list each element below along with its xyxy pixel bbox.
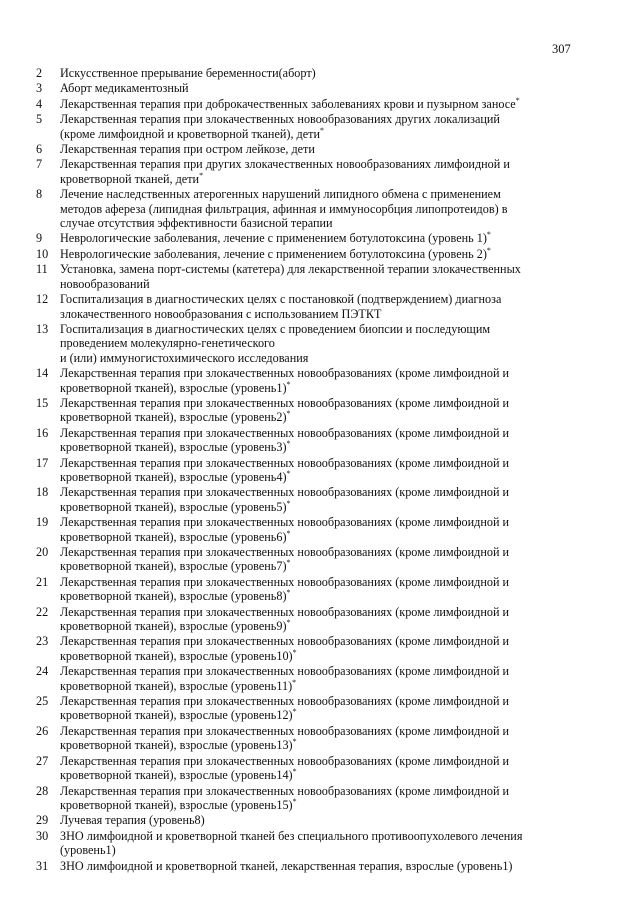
- asterisk-mark: *: [292, 767, 297, 777]
- asterisk-mark: *: [199, 170, 204, 180]
- list-item: [0, 142, 640, 156]
- item-text-line: Неврологические заболевания, лечение с применением ботулотоксина (уровень 1)*: [60, 230, 491, 246]
- item-text: [60, 634, 560, 663]
- item-text-line: Установка, замена порт-системы (катетера) для лекарственной терапии злокачественных: [60, 262, 521, 277]
- asterisk-mark: *: [286, 468, 291, 478]
- entry-list: [0, 66, 640, 874]
- item-text-line: кроветворной тканей), взрослые (уровень11)*: [60, 677, 297, 693]
- item-text: [60, 322, 560, 365]
- item-number: 22: [36, 604, 49, 619]
- item-text-line: Лекарственная терапия при злокачественных новообразованиях (кроме лимфоидной и: [60, 366, 510, 381]
- item-number: 11: [36, 262, 48, 277]
- item-number: 20: [36, 545, 49, 559]
- item-text-line: Лекарственная терапия при злокачественных новообразованиях (кроме лимфоидной и: [60, 545, 510, 559]
- item-text-line: кроветворной тканей), взрослые (уровень6)*: [60, 528, 291, 544]
- item-text-line: кроветворной тканей), взрослые (уровень3)*: [60, 439, 291, 455]
- item-number: 30: [36, 828, 49, 843]
- item-text: [60, 575, 560, 604]
- item-text-line: Лекарственная терапия при доброкачественных заболеваниях крови и пузырном заносе*: [60, 95, 520, 111]
- item-text: [60, 784, 560, 813]
- list-item: [0, 247, 640, 261]
- item-text-line: Лекарственная терапия при злокачественных новообразованиях (кроме лимфоидной и: [60, 753, 510, 768]
- list-item: [0, 784, 640, 813]
- list-item: [0, 366, 640, 395]
- item-text: [60, 366, 560, 395]
- item-number: 7: [36, 157, 43, 172]
- item-number: 24: [36, 664, 49, 679]
- asterisk-mark: *: [292, 677, 297, 687]
- item-text-line: ЗНО лимфоидной и кроветворной тканей без специального противоопухолевого лечения: [60, 828, 523, 843]
- item-text-line: проведением молекулярно-генетического: [60, 336, 275, 351]
- item-text: [60, 456, 560, 485]
- item-text-line: кроветворной тканей, дети*: [60, 170, 204, 186]
- item-text-line: кроветворной тканей), взрослые (уровень12)*: [60, 707, 297, 723]
- list-item: [0, 157, 640, 186]
- item-text-line: Неврологические заболевания, лечение с применением ботулотоксина (уровень 2)*: [60, 245, 491, 261]
- asterisk-mark: *: [286, 498, 291, 508]
- item-number: 6: [36, 142, 43, 157]
- item-text: [60, 81, 560, 95]
- item-text-line: кроветворной тканей), взрослые (уровень13)*: [60, 737, 297, 753]
- asterisk-mark: *: [292, 796, 297, 806]
- item-number: 28: [36, 783, 49, 798]
- item-text-line: Лекарственная терапия при злокачественных новообразованиях других локализаций: [60, 112, 500, 127]
- item-text-line: кроветворной тканей), взрослые (уровень15)*: [60, 796, 297, 812]
- item-text-line: кроветворной тканей), взрослые (уровень10)*: [60, 647, 297, 663]
- item-text: [60, 605, 560, 634]
- item-text-line: кроветворной тканей), взрослые (уровень14)*: [60, 767, 297, 783]
- list-item: [0, 292, 640, 321]
- item-text: [60, 262, 560, 291]
- item-text: [60, 724, 560, 753]
- list-item: [0, 859, 640, 873]
- list-item: [0, 66, 640, 80]
- item-text-line: Лекарственная терапия при злокачественных новообразованиях (кроме лимфоидной и: [60, 694, 510, 709]
- item-text-line: Лучевая терапия (уровень8): [60, 813, 205, 828]
- page-number: 307: [552, 42, 571, 56]
- asterisk-mark: *: [320, 125, 324, 135]
- asterisk-mark: *: [515, 95, 520, 105]
- item-text-line: кроветворной тканей), взрослые (уровень2)*: [60, 409, 291, 425]
- list-item: [0, 694, 640, 723]
- asterisk-mark: *: [286, 588, 291, 598]
- item-number: 29: [36, 813, 49, 828]
- list-item: [0, 664, 640, 693]
- list-item: [0, 575, 640, 604]
- item-text-line: Лекарственная терапия при злокачественных новообразованиях (кроме лимфоидной и: [60, 634, 510, 649]
- item-text: [60, 829, 560, 858]
- item-text-line: Лекарственная терапия при злокачественных новообразованиях (кроме лимфоидной и: [60, 485, 510, 500]
- item-text-line: злокачественного новообразования с использованием ПЭТКТ: [60, 306, 382, 321]
- item-text: [60, 694, 560, 723]
- list-item: [0, 187, 640, 230]
- list-item: [0, 515, 640, 544]
- item-number: 16: [36, 425, 49, 440]
- asterisk-mark: *: [292, 647, 297, 657]
- list-item: [0, 605, 640, 634]
- asterisk-mark: *: [286, 558, 291, 568]
- item-text: [60, 66, 560, 80]
- asterisk-mark: *: [286, 439, 291, 449]
- item-number: 25: [36, 694, 49, 709]
- asterisk-mark: *: [292, 707, 297, 717]
- item-text: [60, 485, 560, 514]
- list-item: [0, 81, 640, 95]
- item-number: 17: [36, 455, 49, 470]
- item-text: [60, 231, 560, 245]
- item-text-line: (уровень1): [60, 843, 116, 858]
- item-text-line: Лечение наследственных атерогенных нарушений липидного обмена с применением: [60, 187, 501, 202]
- item-text-line: Лекарственная терапия при других злокачественных новообразованиях лимфоидной и: [60, 157, 510, 172]
- item-number: 9: [36, 231, 43, 246]
- item-text-line: Лекарственная терапия при злокачественных новообразованиях (кроме лимфоидной и: [60, 723, 510, 738]
- item-number: 31: [36, 858, 49, 873]
- asterisk-mark: *: [292, 737, 297, 747]
- item-text: [60, 396, 560, 425]
- asterisk-mark: *: [486, 245, 491, 255]
- item-number: 15: [36, 395, 49, 410]
- list-item: [0, 262, 640, 291]
- item-text: [60, 112, 560, 141]
- list-item: [0, 634, 640, 663]
- list-item: [0, 97, 640, 111]
- item-number: 4: [36, 96, 43, 111]
- list-item: [0, 829, 640, 858]
- item-text-line: новообразований: [60, 276, 150, 291]
- item-number: 3: [36, 81, 43, 96]
- item-text-line: случае отсутствия эффективности базисной терапии: [60, 216, 333, 231]
- item-number: 23: [36, 634, 49, 649]
- asterisk-mark: *: [286, 617, 291, 627]
- list-item: [0, 754, 640, 783]
- item-text-line: кроветворной тканей), взрослые (уровень1)*: [60, 379, 291, 395]
- item-number: 14: [36, 366, 49, 381]
- item-number: 26: [36, 723, 49, 738]
- list-item: [0, 456, 640, 485]
- item-text-line: ЗНО лимфоидной и кроветворной тканей, лекарственная терапия, взрослые (уровень1): [60, 858, 513, 873]
- item-text: [60, 187, 560, 230]
- item-text-line: Госпитализация в диагностических целях с постановкой (подтверждением) диагноза: [60, 292, 502, 307]
- list-item: [0, 724, 640, 753]
- item-text: [60, 142, 560, 156]
- item-text-line: кроветворной тканей), взрослые (уровень4)*: [60, 468, 291, 484]
- item-text-line: (кроме лимфоидной и кроветворной тканей), дети*: [60, 125, 324, 141]
- item-number: 5: [36, 112, 43, 127]
- item-text: [60, 292, 560, 321]
- item-text-line: Лекарственная терапия при злокачественных новообразованиях (кроме лимфоидной и: [60, 664, 510, 679]
- item-number: 18: [36, 485, 49, 500]
- item-text: [60, 664, 560, 693]
- list-item: [0, 813, 640, 827]
- item-number: 12: [36, 292, 49, 307]
- item-text-line: и (или) иммуногистохимического исследования: [60, 350, 309, 365]
- list-item: [0, 545, 640, 574]
- item-text-line: Лекарственная терапия при злокачественных новообразованиях (кроме лимфоидной и: [60, 455, 510, 470]
- list-item: [0, 322, 640, 365]
- item-text-line: Аборт медикаментозный: [60, 81, 189, 96]
- asterisk-mark: *: [286, 528, 291, 538]
- item-text-line: Искусственное прерывание беременности(аборт): [60, 66, 316, 80]
- asterisk-mark: *: [486, 230, 491, 240]
- item-text: [60, 754, 560, 783]
- item-text-line: кроветворной тканей), взрослые (уровень5)*: [60, 498, 291, 514]
- asterisk-mark: *: [286, 409, 291, 419]
- list-item: [0, 485, 640, 514]
- list-item: [0, 231, 640, 245]
- item-text-line: Лекарственная терапия при злокачественных новообразованиях (кроме лимфоидной и: [60, 395, 510, 410]
- item-text-line: методов афереза (липидная фильтрация, афинная и иммуносорбция липопротеидов) в: [60, 201, 508, 216]
- item-number: 8: [36, 187, 43, 202]
- item-text-line: Госпитализация в диагностических целях с проведением биопсии и последующим: [60, 321, 491, 336]
- item-text: [60, 426, 560, 455]
- item-text-line: кроветворной тканей), взрослые (уровень7)*: [60, 558, 291, 574]
- item-text-line: кроветворной тканей), взрослые (уровень8)*: [60, 588, 291, 604]
- item-number: 19: [36, 515, 49, 530]
- item-text: [60, 545, 560, 574]
- item-text-line: Лекарственная терапия при злокачественных новообразованиях (кроме лимфоидной и: [60, 604, 510, 619]
- item-text: [60, 247, 560, 261]
- list-item: [0, 112, 640, 141]
- item-number: 21: [36, 574, 49, 589]
- list-item: [0, 396, 640, 425]
- item-text-line: Лекарственная терапия при злокачественных новообразованиях (кроме лимфоидной и: [60, 515, 510, 530]
- item-number: 10: [36, 246, 49, 261]
- item-text-line: кроветворной тканей), взрослые (уровень9)*: [60, 617, 291, 634]
- item-text: [60, 515, 560, 544]
- item-text-line: Лекарственная терапия при остром лейкозе, дети: [60, 142, 315, 157]
- item-text: [60, 859, 560, 873]
- item-text: [60, 813, 560, 827]
- item-text-line: Лекарственная терапия при злокачественных новообразованиях (кроме лимфоидной и: [60, 425, 510, 440]
- item-text-line: Лекарственная терапия при злокачественных новообразованиях (кроме лимфоидной и: [60, 574, 510, 589]
- item-text-line: Лекарственная терапия при злокачественных новообразованиях (кроме лимфоидной и: [60, 783, 510, 798]
- list-item: [0, 426, 640, 455]
- item-number: 27: [36, 753, 49, 768]
- asterisk-mark: *: [286, 379, 291, 389]
- item-text: [60, 157, 560, 186]
- item-number: 2: [36, 66, 43, 80]
- item-number: 13: [36, 321, 49, 336]
- item-text: [60, 97, 560, 111]
